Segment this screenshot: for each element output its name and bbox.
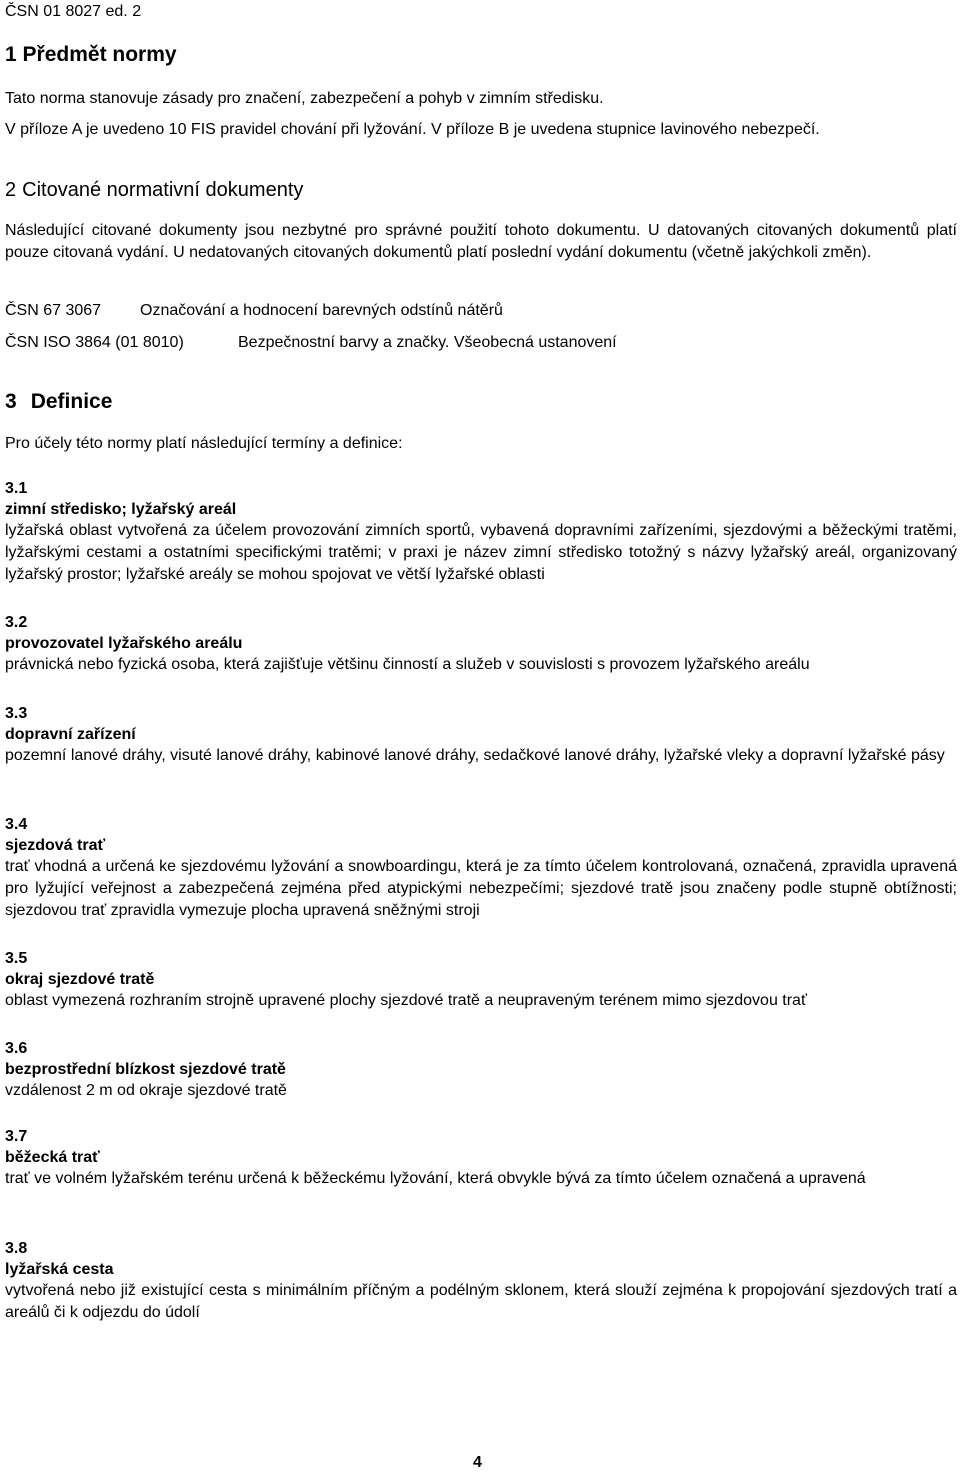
definition-text: trať vhodná a určená ke sjezdovému lyžování a snowboardingu, která je za tímto účelem kontrolovaná, označená, zpravidla upravená pro lyžující veřejnost a zabezpečená zejména před atypickými nebezpečími; sjezdové tratě jsou značeny podle stupně obtížnosti; sjezdovou trať zpravidla vymezuje plocha upravená sněžnými stroji — [5, 858, 957, 919]
page-number: 4 — [473, 1454, 482, 1471]
section-3-number: 3 — [5, 390, 17, 413]
section-1-paragraph-2: V příloze A je uvedeno 10 FIS pravidel chování při lyžování. V příloze B je uvedena stupnice lavinového nebezpečí. — [5, 121, 820, 138]
definition-term: bezprostřední blízkost sjezdové tratě — [5, 1061, 286, 1078]
definition-text: pozemní lanové dráhy, visuté lanové dráhy, kabinové lanové dráhy, sedačkové lanové dráhy, lyžařské vleky a dopravní lyžařské pásy — [5, 747, 945, 764]
section-3-intro: Pro účely této normy platí následující termíny a definice: — [5, 435, 403, 452]
definition-entry — [5, 1038, 957, 1102]
definition-text: vytvořená nebo již existující cesta s minimálním příčným a podélným sklonem, která slouží zejména k propojování sjezdových tratí a areálů či k odjezdu do údolí — [5, 1282, 957, 1321]
definition-entry — [5, 1126, 957, 1190]
section-1-paragraph-1: Tato norma stanovuje zásady pro značení, zabezpečení a pohyb v zimním středisku. — [5, 90, 604, 107]
definition-number: 3.3 — [5, 705, 28, 722]
definition-text: trať ve volném lyžařském terénu určená k běžeckému lyžování, která obvykle bývá za tímto účelem označená a upravená — [5, 1170, 866, 1187]
reference-code: ČSN ISO 3864 (01 8010) — [5, 334, 184, 351]
section-3-heading — [5, 389, 112, 415]
definition-term: lyžařská cesta — [5, 1261, 114, 1278]
definition-number: 3.1 — [5, 480, 28, 497]
normative-reference-row — [5, 332, 617, 354]
definition-entry — [5, 703, 957, 767]
definition-number: 3.5 — [5, 950, 28, 967]
definition-text: vzdálenost 2 m od okraje sjezdové tratě — [5, 1082, 287, 1099]
section-2-heading — [5, 178, 303, 202]
reference-code: ČSN 67 3067 — [5, 302, 102, 319]
definition-number: 3.8 — [5, 1240, 28, 1257]
reference-title: Bezpečnostní barvy a značky. Všeobecná ustanovení — [238, 334, 617, 351]
definition-entry — [5, 612, 957, 676]
section-1-heading — [5, 42, 177, 68]
definition-number: 3.6 — [5, 1040, 28, 1057]
definition-entry — [5, 948, 957, 1012]
definition-number: 3.4 — [5, 816, 28, 833]
definition-text: oblast vymezená rozhraním strojně upravené plochy sjezdové tratě a neupraveným terénem mimo sjezdovou trať — [5, 992, 807, 1009]
definition-entry — [5, 478, 957, 586]
definition-entry — [5, 1238, 957, 1324]
section-1-number: 1 — [5, 43, 17, 66]
section-2-title: Citované normativní dokumenty — [22, 179, 304, 201]
definition-term: okraj sjezdové tratě — [5, 971, 155, 988]
definition-term: běžecká trať — [5, 1149, 100, 1166]
definition-number: 3.2 — [5, 614, 28, 631]
definition-entry — [5, 814, 957, 922]
section-2-intro: Následující citované dokumenty jsou nezbytné pro správné použití tohoto dokumentu. U datovaných citovaných dokumentů platí pouze citovaná vydání. U nedatovaných citovaných dokumentů platí poslední vydání dokumentu (včetně jakýchkoli změn). — [5, 222, 957, 261]
section-2-number: 2 — [5, 179, 17, 201]
definition-text: lyžařská oblast vytvořená za účelem provozování zimních sportů, vybavená dopravními zařízeními, sjezdovými a běžeckými tratěmi, lyžařskými cestami a ostatními specifickými tratěmi; v praxi je název zimní středisko totožný s názvy lyžařský areál, organizovaný lyžařský prostor; lyžařské areály se mohou spojovat ve větší lyžařské oblasti — [5, 522, 957, 583]
section-3-title: Definice — [30, 390, 113, 413]
document-header: ČSN 01 8027 ed. 2 — [5, 3, 142, 20]
reference-title: Označování a hodnocení barevných odstínů nátěrů — [140, 302, 503, 319]
normative-reference-row — [5, 300, 503, 322]
document-page — [5, 0, 957, 1470]
definition-term: zimní středisko; lyžařský areál — [5, 501, 237, 518]
definition-term: dopravní zařízení — [5, 726, 136, 743]
definition-term: sjezdová trať — [5, 837, 106, 854]
definition-text: právnická nebo fyzická osoba, která zajišťuje většinu činností a služeb v souvislosti s provozem lyžařského areálu — [5, 656, 810, 673]
section-1-title: Předmět normy — [22, 43, 177, 66]
definition-number: 3.7 — [5, 1128, 28, 1145]
definition-term: provozovatel lyžařského areálu — [5, 635, 243, 652]
